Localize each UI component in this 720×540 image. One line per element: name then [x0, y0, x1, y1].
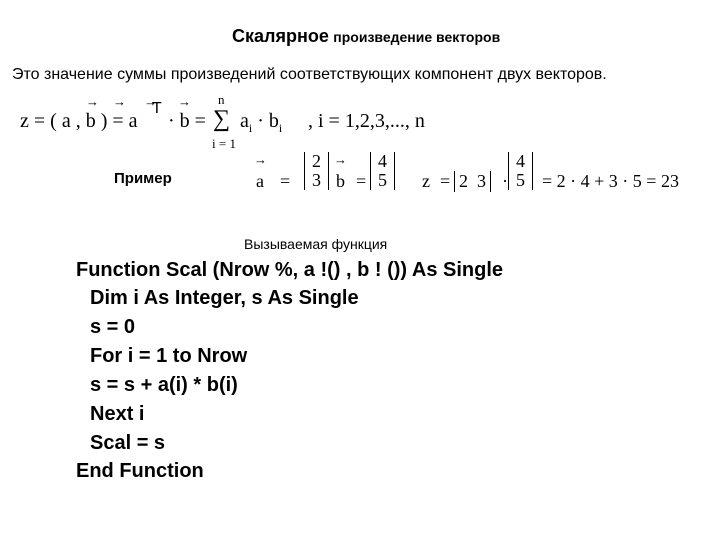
- vector-b-entry-2: 5: [378, 170, 387, 190]
- column-vector: [508, 152, 533, 190]
- example-formula: [252, 152, 712, 212]
- title-main: Скалярное: [232, 26, 329, 46]
- code-line-1: Function Scal (Nrow %, a !() , b ! ()) As Single: [76, 259, 504, 281]
- vector-b-entry-1: 4: [378, 151, 387, 171]
- sum-lower-limit: i = 1: [212, 136, 236, 151]
- vector-a-eq: =: [280, 171, 291, 191]
- function-caption: Вызываемая функция: [244, 236, 388, 252]
- vector-arrow-aT: →: [144, 94, 157, 109]
- code-line-6: Next i: [90, 403, 145, 425]
- title-rest: произведение векторов: [333, 29, 501, 45]
- code-line-7: Scal = s: [90, 432, 166, 454]
- vector-arrow-b-example: →: [334, 152, 347, 167]
- sum-sign: ∑: [213, 106, 231, 132]
- code-line-2: Dim i As Integer, s As Single: [90, 287, 359, 309]
- example-label: Пример: [114, 170, 172, 187]
- vector-arrow-z-a: →: [86, 94, 99, 109]
- vector-b-matrix: [370, 152, 395, 190]
- code-line-5: s = s + a(i) * b(i): [90, 374, 238, 396]
- vector-b-name: b: [336, 171, 345, 191]
- sum-term-a: $a_i \cdot b_i$: [240, 110, 283, 135]
- formula-lhs: z = ( a , b ) = a: [20, 110, 138, 132]
- vector-arrow-a: →: [254, 152, 267, 167]
- multiply-dot: ·: [502, 171, 508, 191]
- index-range: , i = 1,2,3,..., n: [308, 110, 425, 132]
- vector-a-matrix: [304, 152, 329, 190]
- col-entry-2: 5: [516, 170, 525, 190]
- row-entry-1: 2: [459, 171, 468, 191]
- page-title: [232, 26, 500, 47]
- vector-arrow-z-b: →: [113, 94, 126, 109]
- definition-text: Это значение суммы произведений соответствующих компонент двух векторов.: [12, 66, 607, 83]
- col-entry-1: 4: [516, 151, 525, 171]
- vector-a-entry-1: 2: [312, 151, 321, 171]
- code-line-4: For i = 1 to Nrow: [90, 345, 248, 367]
- vector-a-name: a: [256, 171, 264, 191]
- row-entry-2: 3: [477, 171, 486, 191]
- vector-b-eq: =: [356, 171, 367, 191]
- vector-a-entry-2: 3: [312, 170, 321, 190]
- z-eq: =: [440, 171, 451, 191]
- example-result: = 2 · 4 + 3 · 5 = 23: [542, 171, 679, 191]
- sum-upper-limit: n: [218, 92, 225, 107]
- transpose-mark: T: [152, 100, 162, 117]
- row-vector: [454, 171, 491, 192]
- z-name: z: [422, 171, 430, 191]
- formula-dot-b: · b =: [168, 110, 206, 132]
- vector-arrow-b: →: [178, 94, 191, 109]
- code-line-8: End Function: [76, 460, 204, 482]
- code-line-3: s = 0: [90, 316, 136, 338]
